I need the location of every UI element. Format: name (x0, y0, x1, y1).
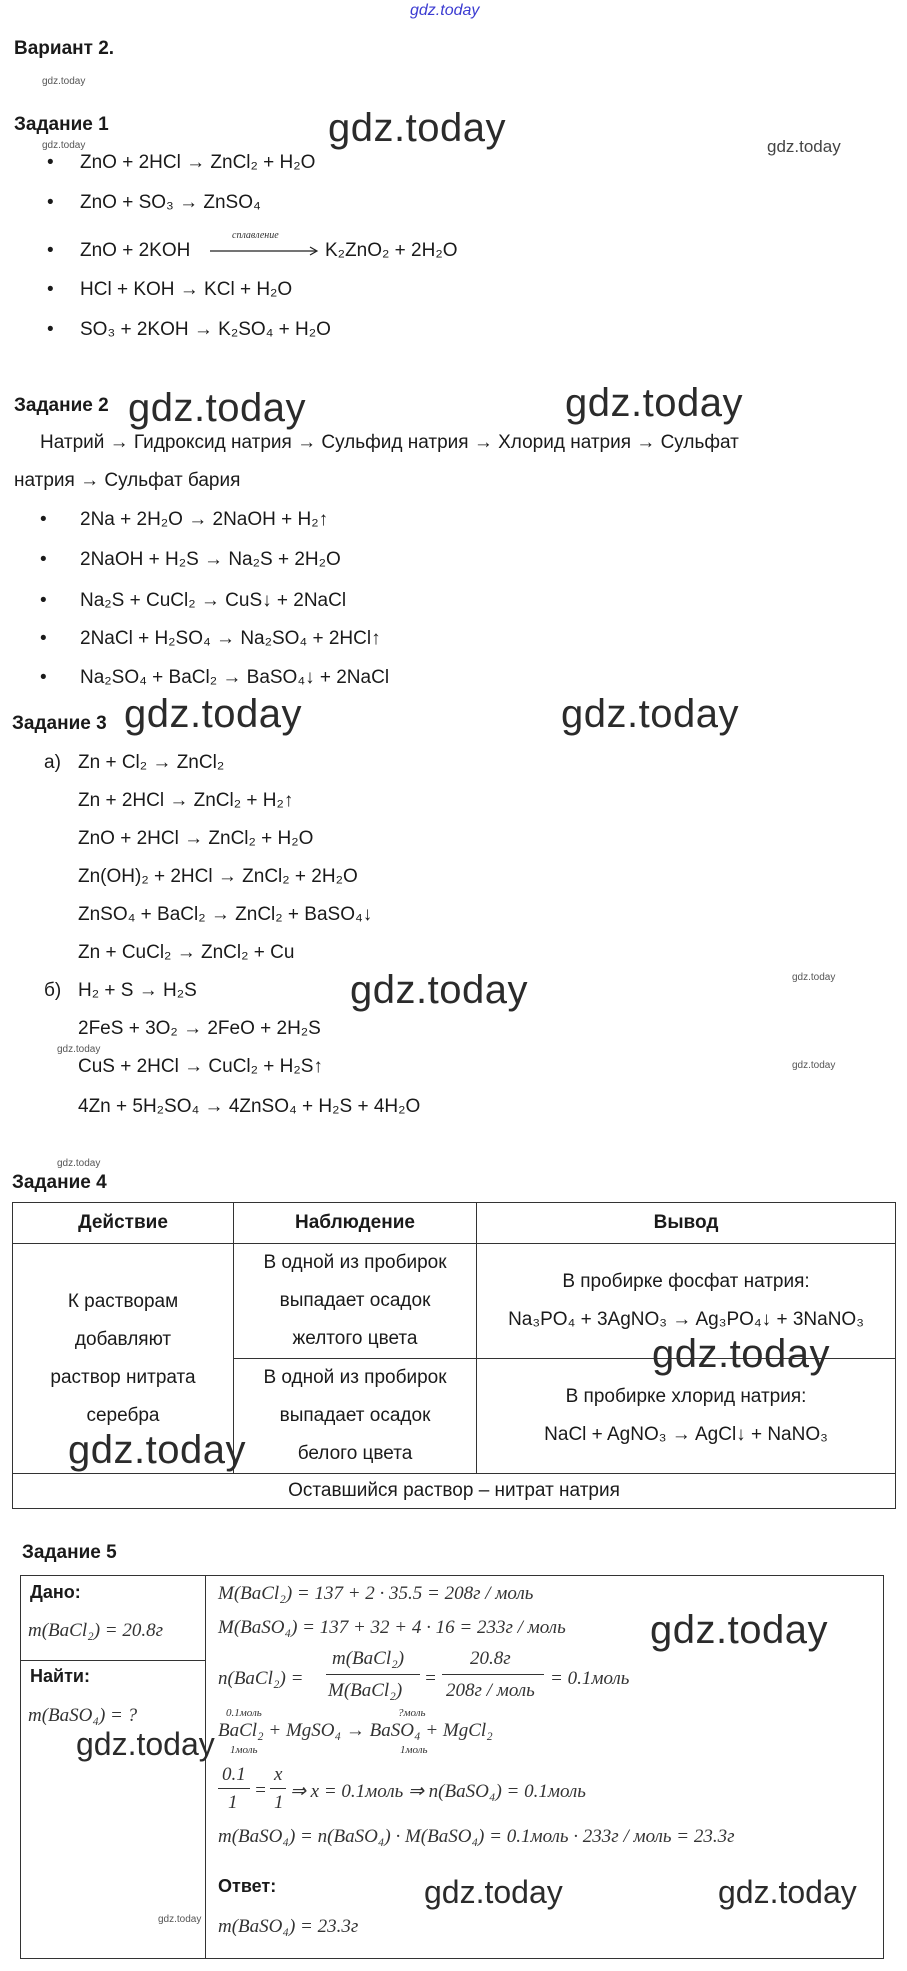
equation: 2NaCl + H₂SO₄ → Na₂SO₄ + 2HCl↑ (80, 628, 381, 649)
observation-cell (234, 1359, 477, 1474)
action-line: добавляют (74, 1328, 172, 1350)
bullet-icon: • (47, 279, 54, 300)
equation: SO₃ + 2KOH → K₂SO₄ + H₂O (80, 319, 331, 340)
bullet-icon: • (47, 240, 54, 261)
task5-heading: Задание 5 (22, 1542, 117, 1563)
bullet-icon: • (40, 549, 47, 570)
bullet-icon: • (47, 152, 54, 173)
equation: Zn(OH)₂ + 2HCl → ZnCl₂ + 2H₂O (78, 866, 358, 887)
conclusion-equation: Na₃PO₄ + 3AgNO₃ → Ag₃PO₄↓ + 3NaNO₃ (508, 1309, 864, 1330)
bullet-icon: • (40, 590, 47, 611)
equation: ZnO + 2HCl → ZnCl₂ + H₂O (78, 828, 314, 849)
observation-line: желтого цвета (292, 1328, 418, 1349)
equation: 2FeS + 3O₂ → 2FeO + 2H₂S (78, 1018, 321, 1039)
equation: H₂ + S → H₂S (78, 980, 197, 1001)
watermark: gdz.today (42, 140, 86, 151)
watermark: gdz.today (565, 381, 743, 425)
task1-heading: Задание 1 (14, 114, 109, 135)
watermark: gdz.today (561, 692, 739, 736)
divider (205, 1575, 206, 1958)
watermark: gdz.today (792, 972, 836, 983)
chain-line: Натрий → Гидроксид натрия → Сульфид натрия → Хлорид натрия → Сульфат (40, 432, 739, 453)
find-value: m(BaSO₄) = ? (28, 1705, 138, 1726)
observation-line: выпадает осадок (279, 1290, 431, 1311)
n-numerator-value: 20.8г (470, 1648, 511, 1669)
equation: 4Zn + 5H₂SO₄ → 4ZnSO₄ + H₂S + 4H₂O (78, 1096, 421, 1117)
col-header-observation: Наблюдение (234, 1203, 477, 1244)
equation: ZnO + SO₃ → ZnSO₄ (80, 192, 261, 213)
action-line: раствор нитрата (50, 1366, 196, 1388)
reaction-top-label: 0.1моль (226, 1707, 262, 1719)
label-b: б) (44, 980, 62, 1001)
site-link[interactable]: gdz.today (410, 2, 480, 19)
given-label: Дано: (30, 1582, 81, 1602)
reaction-bottom-label: 1моль (230, 1744, 258, 1756)
proportion-denominator: 1 (274, 1792, 284, 1813)
equation: CuS + 2HCl → CuCl₂ + H₂S↑ (78, 1056, 323, 1077)
observation-line: В одной из пробирок (263, 1252, 447, 1273)
mass-calculation: m(BaSO₄) = n(BaSO₄) · M(BaSO₄) = 0.1моль · 233г / моль = 23.3г (218, 1826, 735, 1847)
watermark: gdz.today (328, 106, 506, 150)
watermark: gdz.today (68, 1428, 246, 1472)
molar-mass-bacl2: M(BaCl₂) = 137 + 2 · 35.5 = 208г / моль (218, 1583, 534, 1604)
proportion-numerator: 0.1 (222, 1764, 246, 1785)
watermark: gdz.today (158, 1914, 202, 1925)
col-header-action: Действие (13, 1203, 234, 1244)
watermark: gdz.today (128, 386, 306, 430)
equation: 2Na + 2H₂O → 2NaOH + H₂↑ (80, 509, 329, 530)
bullet-icon: • (47, 192, 54, 213)
watermark: gdz.today (57, 1158, 101, 1169)
watermark: gdz.today (767, 137, 841, 156)
equation: ZnSO₄ + BaCl₂ → ZnCl₂ + BaSO₄↓ (78, 904, 373, 925)
watermark: gdz.today (650, 1608, 828, 1652)
equals: = (424, 1668, 437, 1689)
arrow-note: сплавление (232, 230, 279, 241)
watermark: gdz.today (652, 1332, 830, 1376)
bullet-icon: • (40, 628, 47, 649)
n-result: = 0.1моль (550, 1668, 630, 1689)
answer-value: m(BaSO₄) = 23.3г (218, 1916, 359, 1937)
observation-line: выпадает осадок (279, 1405, 431, 1426)
equation: Zn + Cl₂ → ZnCl₂ (78, 752, 225, 773)
bullet-icon: • (47, 319, 54, 340)
page-title: Вариант 2. (14, 38, 115, 59)
equation: ZnO + 2HCl → ZnCl₂ + H₂O (80, 152, 316, 173)
n-numerator: m(BaCl₂) (332, 1648, 405, 1669)
action-line: серебра (86, 1404, 160, 1426)
action-line: К растворам (67, 1290, 179, 1312)
bullet-icon: • (40, 667, 47, 688)
equation: ZnO + 2KOH (80, 240, 191, 261)
conclusion-equation: NaCl + AgNO₃ → AgCl↓ + NaNO₃ (544, 1424, 828, 1445)
find-label: Найти: (30, 1666, 90, 1686)
reaction-equation: BaCl₂ + MgSO₄ → BaSO₄ + MgCl₂ (218, 1720, 493, 1741)
n-denominator-value: 208г / моль (446, 1680, 535, 1701)
fraction-bar (326, 1674, 420, 1675)
proportion-denominator: 1 (228, 1792, 238, 1813)
watermark: gdz.today (424, 1874, 563, 1910)
watermark: gdz.today (42, 76, 86, 87)
proportion-result: ⇒ x = 0.1моль ⇒ n(BaSO₄) = 0.1моль (290, 1781, 586, 1802)
chain-line: натрия → Сульфат бария (14, 470, 241, 491)
n-denominator: M(BaCl₂) (328, 1680, 403, 1701)
fraction-bar (442, 1674, 544, 1675)
col-header-conclusion: Вывод (477, 1203, 896, 1244)
molar-mass-baso4: M(BaSO₄) = 137 + 32 + 4 · 16 = 233г / моль (218, 1617, 566, 1638)
label-a: а) (44, 752, 61, 773)
conclusion-line: В пробирке хлорид натрия: (565, 1386, 807, 1407)
watermark: gdz.today (350, 968, 528, 1012)
equals: = (254, 1780, 267, 1801)
n-lhs: n(BaCl₂) = (218, 1668, 304, 1689)
watermark: gdz.today (57, 1044, 101, 1055)
bullet-icon: • (40, 509, 47, 530)
watermark: gdz.today (718, 1874, 857, 1910)
proportion-numerator: x (274, 1764, 283, 1785)
task3-heading: Задание 3 (12, 713, 107, 734)
observation-line: В одной из пробирок (263, 1367, 447, 1388)
conclusion-line: В пробирке фосфат натрия: (562, 1271, 810, 1292)
watermark: gdz.today (792, 1060, 836, 1071)
task2-heading: Задание 2 (14, 395, 109, 416)
table-footer: Оставшийся раствор – нитрат натрия (13, 1474, 896, 1509)
divider (20, 1660, 206, 1661)
task4-heading: Задание 4 (12, 1172, 107, 1193)
equation-products: K₂ZnO₂ + 2H₂O (325, 240, 458, 261)
observation-line: белого цвета (297, 1443, 413, 1464)
fraction-bar (270, 1788, 286, 1789)
equation: Zn + 2HCl → ZnCl₂ + H₂↑ (78, 790, 294, 811)
observation-cell (234, 1244, 477, 1359)
fraction-bar (218, 1788, 250, 1789)
watermark: gdz.today (124, 692, 302, 736)
equation: Zn + CuCl₂ → ZnCl₂ + Cu (78, 942, 295, 963)
reaction-bottom-label: 1моль (400, 1744, 428, 1756)
equation: Na₂SO₄ + BaCl₂ → BaSO₄↓ + 2NaCl (80, 667, 390, 688)
given-value: m(BaCl₂) = 20.8г (28, 1620, 164, 1641)
long-arrow-icon (210, 246, 322, 256)
reaction-top-label: ?моль (398, 1707, 426, 1719)
watermark: gdz.today (76, 1726, 215, 1762)
equation: Na₂S + CuCl₂ → CuS↓ + 2NaCl (80, 590, 347, 611)
answer-label: Ответ: (218, 1876, 277, 1896)
equation: 2NaOH + H₂S → Na₂S + 2H₂O (80, 549, 341, 570)
equation: HCl + KOH → KCl + H₂O (80, 279, 293, 300)
